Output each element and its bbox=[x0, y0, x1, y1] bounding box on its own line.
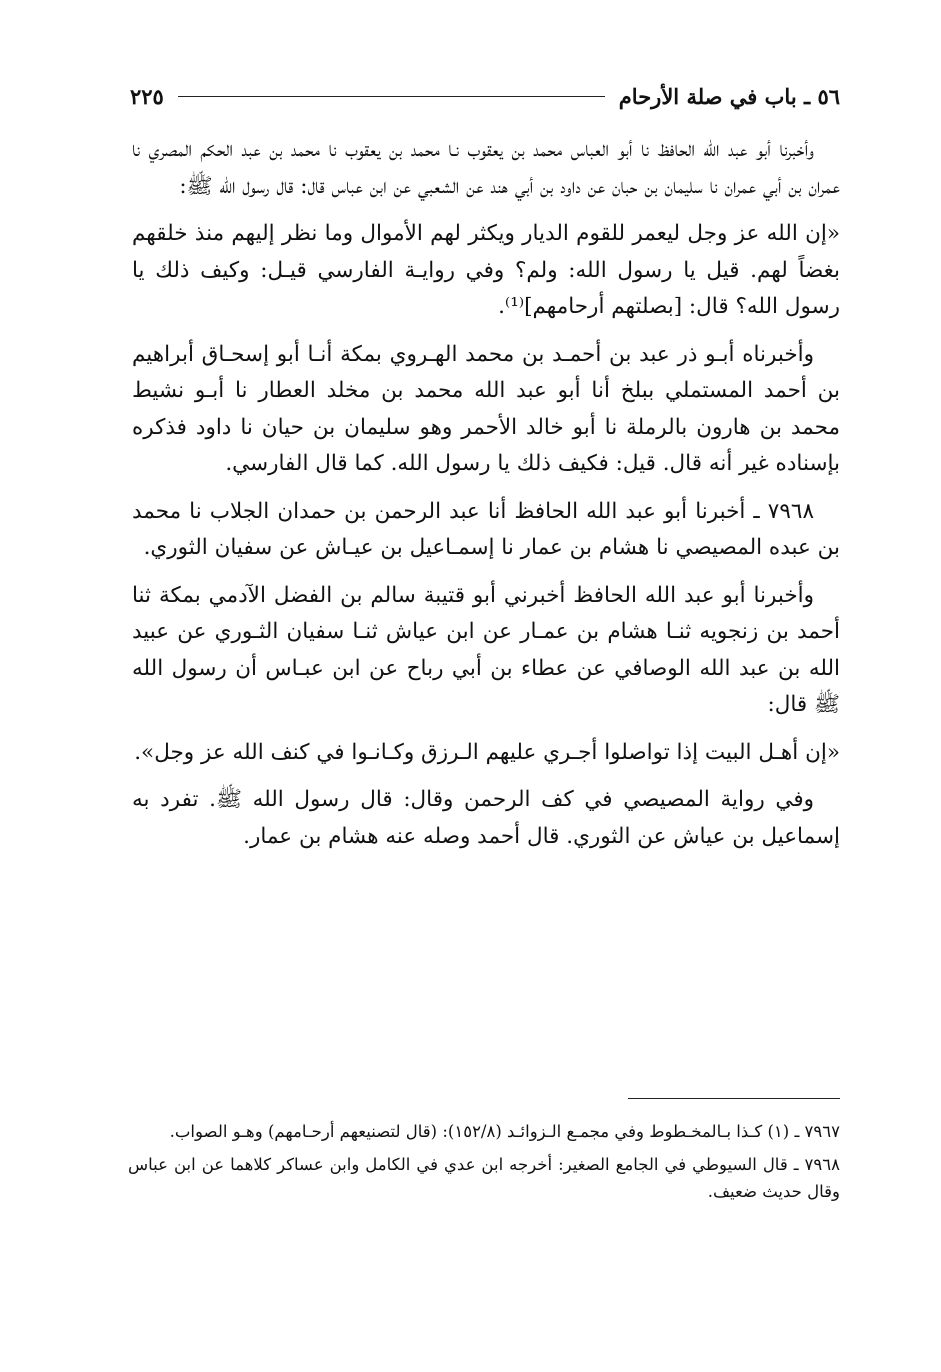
paragraph-commentary: وفي رواية المصيصي في كف الرحمن وقال: قال رسول الله ﷺ. تفرد به إسماعيل بن عياش عن الثوري. قال أحمد وصله عنه هشام بن عمار. bbox=[132, 787, 840, 849]
main-text bbox=[132, 132, 840, 866]
paragraph-hadith-2: «إن أهـل البيت إذا تواصلوا أجـري عليهم الـرزق وكـانـوا في كنف الله عز وجل». bbox=[134, 739, 840, 765]
header-rule bbox=[178, 96, 605, 97]
chapter-title: ٥٦ ـ باب في صلة الأرحام bbox=[618, 83, 840, 109]
paragraph-isnad-3: وأخبرنا أبو عبد الله الحافظ أخبرني أبو قتيبة سالم بن الفضل الآدمي بمكة ثنا أحمد بن زنجويه ثنـا هشام بن عمـار عن ابن عياش ثنـا سفيان الثـوري عن عبيد الله بن عبد الله الوصافي عن عطاء بن أبي رباح عن ابن عبـاس أن رسول الله ﷺ قال: bbox=[132, 582, 840, 717]
footnote-7967: ٧٩٦٧ ـ (١) كـذا بـالمخـطوط وفي مجمـع الـزوائـد (١٥٢/٨): (قال لتصنيعهم أرحـامهم) وهـو الصواب. bbox=[169, 1122, 840, 1141]
paragraph-isnad-1: وأخبرنا أبو عبد الله الحافظ نا أبو العباس محمد بن يعقوب نـا محمد بن يعقوب نا محمد بن عبد الحكم المصري نا عمران بن أبي عمران نا سليمان بن حبان عن داود بن أبي هند عن الشعبي عن ابن عباس قال: قال رسول الله ﷺ: bbox=[132, 137, 840, 199]
footnotes bbox=[128, 1118, 840, 1211]
paragraph-hadith-1: «إن الله عز وجل ليعمر للقوم الديار ويكثر لهم الأموال وما نظر إليهم منذ خلقهم بغضاً لهم. قيل يا رسول الله: ولم؟ وفي روايـة الفارسي قيـل: وكيف ذلك يا رسول الله؟ قال: [بصلتهم أرحامهم]⁽¹⁾. bbox=[132, 221, 840, 319]
footnote-separator bbox=[628, 1098, 840, 1099]
footnote-7968: ٧٩٦٨ ـ قال السيوطي في الجامع الصغير: أخرجه ابن عدي في الكامل وابن عساكر كلاهما عن ابن عباس وقال حديث ضعيف. bbox=[128, 1155, 840, 1201]
paragraph-isnad-2: وأخبرناه أبـو ذر عبد بن أحمـد بن محمد الهـروي بمكة أنـا أبو إسحـاق أبراهيم بن أحمد المستملي ببلخ أنا أبو عبد الله محمد بن مخلد العطار نا أبـو نشيط محمد بن هارون بالرملة نا أبو خالد الأحمر وهو سليمان بن حيان نا داود فذكره بإسناده غير أنه قال. قيل: فكيف ذلك يا رسول الله. كما قال الفارسي. bbox=[132, 341, 840, 476]
page-number: ٢٢٥ bbox=[130, 83, 164, 109]
paragraph-hadith-7968: ٧٩٦٨ ـ أخبرنا أبو عبد الله الحافظ أنا عبد الرحمن بن حمدان الجلاب نا محمد بن عبده المصيصي نا هشام بن عمار نا إسمـاعيل بن عيـاش عن سفيان الثوري. bbox=[132, 498, 840, 560]
running-header bbox=[130, 76, 840, 116]
